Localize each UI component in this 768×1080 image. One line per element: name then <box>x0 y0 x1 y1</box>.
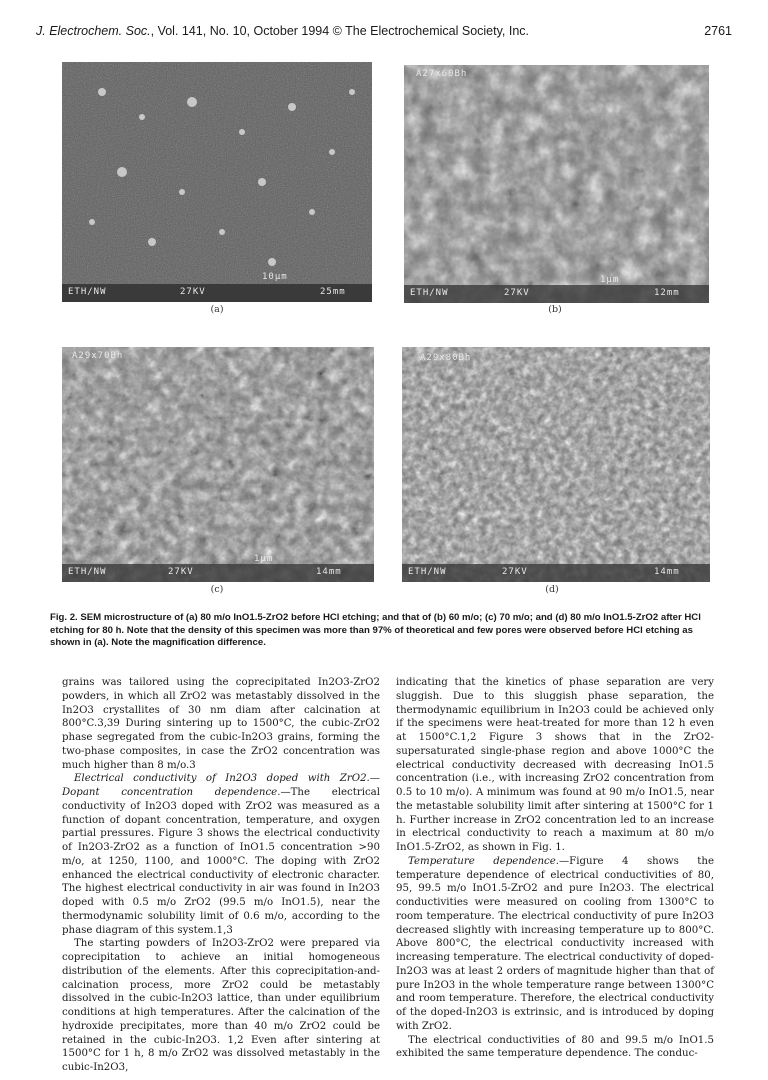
overlay-voltage: 27KV <box>180 287 206 297</box>
paragraph: indicating that the kinetics of phase separation are very sluggish. Due to this sluggish phase separation, the thermodynamic equilibrium in In2O3 could be achieved only if the specimens were heat-treated for more than 12 h even at 1500°C.1,2 Figure 3 shows that in the ZrO2-supersaturated single-phase region and above 1000°C the electrical conductivity decreased with decreasing InO1.5 concentration (i.e., with increasing ZrO2 concentration from 0.5 to 10 m/o). A minimum was found at 90 m/o InO1.5, near the metastable solubility limit after sintering at 1500°C for 1 h. Further increase in ZrO2 concentration led to an increase in electrical conductivity to reach a maximum at 80 m/o InO1.5-ZrO2, as shown in Fig. 1. <box>396 677 714 853</box>
sem-image-d <box>402 347 710 582</box>
figure-label-a: (a) <box>210 304 224 315</box>
overlay-scale: 1µm <box>600 275 620 285</box>
overlay-lab: ETH/NW <box>410 288 449 298</box>
overlay-scale: 10µm <box>262 272 288 282</box>
section-heading: Temperature dependence. <box>408 855 559 867</box>
paragraph-body: —Figure 4 shows the temperature dependence of electrical conductivities of 80, 95, 99.5 m/o InO1.5-ZrO2 and pure In2O3. The electrical conductivities were measured on cooling from 1300°C to room temperature. The electrical conductivity of pure In2O3 decreased slightly with increasing temperature up to 800°C. Above 800°C, the electrical conductivity increased with increasing temperature. The electrical conductivity of doped-In2O3 was at least 2 orders of magnitude higher than that of pure In2O3 in the whole temperature range between 1300°C and room temperature. Therefore, the electrical conductivity of the doped-In2O3 is extrinsic, and is introduced by doping with ZrO2. <box>396 855 714 1032</box>
page-number: 2761 <box>704 24 732 38</box>
sem-image-a <box>62 62 372 302</box>
overlay-distance: 25mm <box>320 287 346 297</box>
overlay-top-code: A27x60Bh <box>416 69 468 79</box>
overlay-lab: ETH/NW <box>68 567 107 577</box>
paragraph: grains was tailored using the coprecipitated In2O3-ZrO2 powders, in which all ZrO2 was metastably dissolved in the In2O3 crystallites of 30 nm diam after calcination at 800°C.3,39 During sintering up to 1500°C, the cubic-ZrO2 phase segregated from the cubic-In2O3 grains, forming the two-phase composites, in case the ZrO2 concentration was much higher than 8 m/o.3 <box>62 677 380 771</box>
paragraph-body: —The electrical conductivity of In2O3 doped with ZrO2 was measured as a function of dopant concentration, temperature, and oxygen partial pressures. Figure 3 shows the electrical conductivity of In2O3-ZrO2 as a function of InO1.5 concentration >90 m/o, at 1250, 1100, and 1000°C. The doping with ZrO2 enhanced the electrical conductivity of electronic character. The highest electrical conductivity in air was found in In2O3 doped with 0.5 m/o ZrO2 (99.5 m/o InO1.5), near the thermodynamic solubility limit of 0.6 m/o, according to the phase diagram of this system.1,3 <box>62 787 380 936</box>
sem-image-b <box>404 65 709 303</box>
paragraph: The starting powders of In2O3-ZrO2 were prepared via coprecipitation to achieve an initial homogeneous distribution of the elements. After this coprecipitation-and-calcination process, more ZrO2 could be metastably dissolved in the cubic-In2O3 lattice, than under equilibrium conditions at high temperatures. After the calcination of the hydroxide precipitates, more than 40 m/o ZrO2 could be retained in the cubic-In2O3. 1,2 Even after sintering at 1500°C for 1 h, 8 m/o ZrO2 was dissolved metastably in the cubic-In2O3, <box>62 938 380 1073</box>
figure-label-b: (b) <box>548 304 562 315</box>
figure-label-c: (c) <box>210 584 224 595</box>
overlay-voltage: 27KV <box>504 288 530 298</box>
figure-label-d: (d) <box>545 584 559 595</box>
overlay-distance: 14mm <box>654 567 680 577</box>
left-column <box>62 676 380 1075</box>
overlay-lab: ETH/NW <box>68 287 107 297</box>
overlay-distance: 12mm <box>654 288 680 298</box>
paragraph: The electrical conductivities of 80 and 99.5 m/o InO1.5 exhibited the same temperature dependence. The conduc- <box>396 1034 714 1060</box>
section-heading: Electrical conductivity of In2O3 doped with ZrO2.—Dopant concentration dependence. <box>62 773 380 798</box>
citation-details: , Vol. 141, No. 10, October 1994 © The Electrochemical Society, Inc. <box>150 24 530 38</box>
paragraph-conductivity <box>62 772 380 937</box>
figure-caption: Fig. 2. SEM microstructure of (a) 80 m/o InO1.5-ZrO2 before HCl etching; and that of (b) 60 m/o; (c) 70 m/o; and (d) 80 m/o InO1.5-ZrO2 after HCl etching for 80 h. Note that the density of this specimen was more than 97% of theoretical and few pores were observed before HCl etching as shown in (a). Note the magnification difference. <box>50 612 701 648</box>
sem-image-c <box>62 347 374 582</box>
overlay-distance: 14mm <box>316 567 342 577</box>
paragraph-temperature <box>396 855 714 1034</box>
overlay-lab: ETH/NW <box>408 567 447 577</box>
right-column <box>396 676 714 1061</box>
overlay-voltage: 27KV <box>502 567 528 577</box>
overlay-top-code: A29x70Bh <box>72 351 124 361</box>
journal-name: J. Electrochem. Soc. <box>36 24 151 38</box>
overlay-scale: 1µm <box>254 554 274 564</box>
running-header <box>36 24 732 44</box>
overlay-voltage: 27KV <box>168 567 194 577</box>
journal-citation <box>36 24 529 38</box>
overlay-top-code: A29x80Bh <box>420 353 472 363</box>
